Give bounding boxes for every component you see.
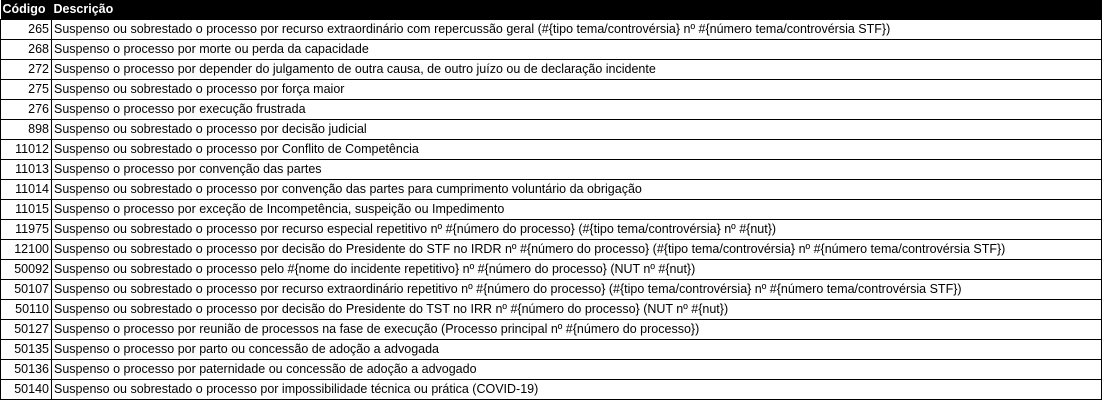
table-row	[1, 80, 1102, 100]
table-row	[1, 140, 1102, 160]
cell-description[interactable]: Suspenso ou sobrestado o processo por recurso extraordinário com repercussão geral (#{tipo tema/controvérsia} nº #{número tema/controvérsia STF})	[52, 20, 1102, 40]
cell-description[interactable]: Suspenso ou sobrestado o processo por convenção das partes para cumprimento voluntário da obrigação	[52, 180, 1102, 200]
cell-description[interactable]: Suspenso ou sobrestado o processo pelo #{nome do incidente repetitivo} nº #{número do processo} (NUT nº #{nut})	[52, 260, 1102, 280]
cell-code[interactable]: 50135	[1, 340, 52, 360]
cell-code[interactable]: 265	[1, 20, 52, 40]
table-row	[1, 120, 1102, 140]
table-row	[1, 260, 1102, 280]
cell-code[interactable]: 272	[1, 60, 52, 80]
table-row	[1, 380, 1102, 400]
table-row	[1, 100, 1102, 120]
cell-description[interactable]: Suspenso o processo por parto ou concessão de adoção a advogada	[52, 340, 1102, 360]
cell-code[interactable]: 50136	[1, 360, 52, 380]
cell-description[interactable]: Suspenso ou sobrestado o processo por recurso especial repetitivo nº #{número do processo} (#{tipo tema/controvérsia} nº #{nut})	[52, 220, 1102, 240]
header-row	[1, 0, 1102, 20]
table-row	[1, 20, 1102, 40]
cell-code[interactable]: 50110	[1, 300, 52, 320]
table-row	[1, 360, 1102, 380]
table-header	[1, 0, 1102, 20]
cell-description[interactable]: Suspenso o processo por reunião de processos na fase de execução (Processo principal nº #{número do processo})	[52, 320, 1102, 340]
cell-description[interactable]: Suspenso o processo por depender do julgamento de outra causa, de outro juízo ou de declaração incidente	[52, 60, 1102, 80]
cell-description[interactable]: Suspenso o processo por paternidade ou concessão de adoção a advogado	[52, 360, 1102, 380]
table-row	[1, 180, 1102, 200]
cell-code[interactable]: 12100	[1, 240, 52, 260]
cell-description[interactable]: Suspenso ou sobrestado o processo por impossibilidade técnica ou prática (COVID-19)	[52, 380, 1102, 400]
cell-code[interactable]: 11012	[1, 140, 52, 160]
cell-code[interactable]: 50127	[1, 320, 52, 340]
cell-description[interactable]: Suspenso o processo por exceção de Incompetência, suspeição ou Impedimento	[52, 200, 1102, 220]
table-row	[1, 220, 1102, 240]
table-row	[1, 240, 1102, 260]
cell-code[interactable]: 11015	[1, 200, 52, 220]
cell-description[interactable]: Suspenso o processo por convenção das partes	[52, 160, 1102, 180]
cell-code[interactable]: 898	[1, 120, 52, 140]
table-row	[1, 300, 1102, 320]
table-row	[1, 340, 1102, 360]
header-code[interactable]: Código	[2, 2, 46, 16]
cell-description[interactable]: Suspenso o processo por execução frustrada	[52, 100, 1102, 120]
table-row	[1, 200, 1102, 220]
cell-description[interactable]: Suspenso ou sobrestado o processo por decisão judicial	[52, 120, 1102, 140]
cell-description[interactable]: Suspenso ou sobrestado o processo por Conflito de Competência	[52, 140, 1102, 160]
cell-code[interactable]: 276	[1, 100, 52, 120]
cell-description[interactable]: Suspenso ou sobrestado o processo por força maior	[52, 80, 1102, 100]
table-body	[1, 20, 1102, 400]
table-row	[1, 40, 1102, 60]
cell-description[interactable]: Suspenso ou sobrestado o processo por recurso extraordinário repetitivo nº #{número do processo} (#{tipo tema/controvérsia} nº #{número tema/controvérsia STF})	[52, 280, 1102, 300]
cell-description[interactable]: Suspenso ou sobrestado o processo por decisão do Presidente do STF no IRDR nº #{número do processo} (#{tipo tema/controvérsia} nº #{número tema/controvérsia STF})	[52, 240, 1102, 260]
cell-code[interactable]: 50140	[1, 380, 52, 400]
table-row	[1, 60, 1102, 80]
table-row	[1, 280, 1102, 300]
cell-code[interactable]: 50107	[1, 280, 52, 300]
cell-description[interactable]: Suspenso ou sobrestado o processo por decisão do Presidente do TST no IRR nº #{número do processo} (NUT nº #{nut})	[52, 300, 1102, 320]
cell-code[interactable]: 275	[1, 80, 52, 100]
cell-code[interactable]: 268	[1, 40, 52, 60]
cell-code[interactable]: 11975	[1, 220, 52, 240]
cell-description[interactable]: Suspenso o processo por morte ou perda da capacidade	[52, 40, 1102, 60]
cell-code[interactable]: 11013	[1, 160, 52, 180]
table-row	[1, 320, 1102, 340]
header-description[interactable]: Descrição	[53, 2, 114, 16]
cell-code[interactable]: 50092	[1, 260, 52, 280]
cell-code[interactable]: 11014	[1, 180, 52, 200]
table-row	[1, 160, 1102, 180]
